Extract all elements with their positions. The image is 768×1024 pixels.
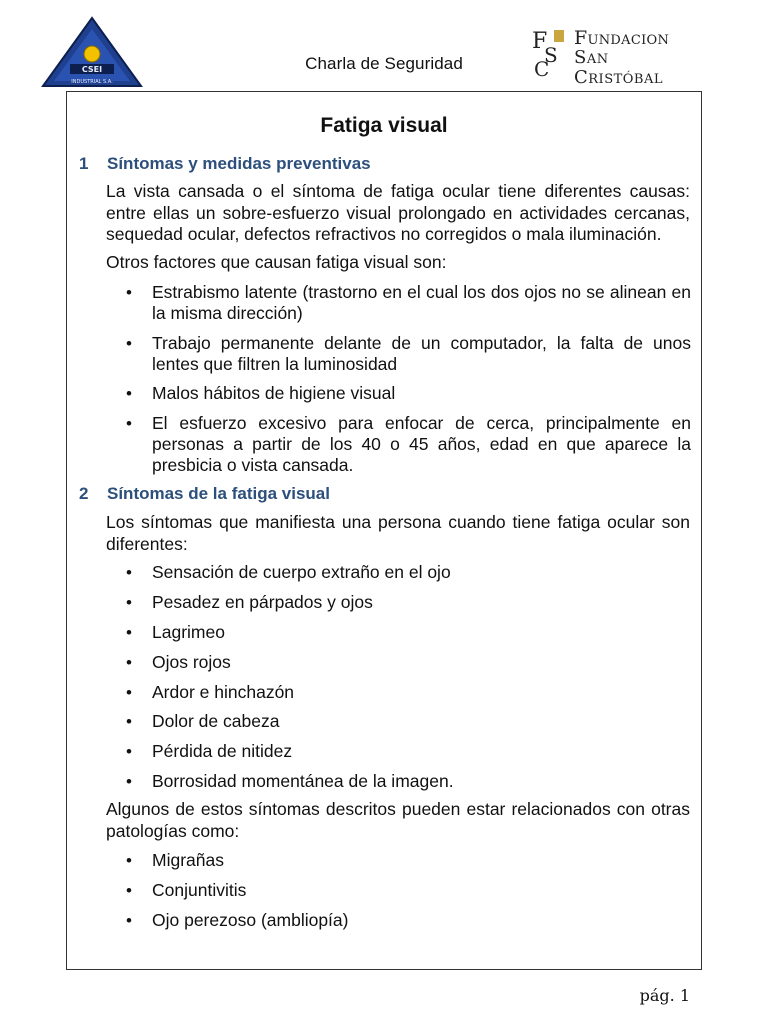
- svg-text:CSEI: CSEI: [81, 65, 103, 74]
- page-header: [0, 0, 768, 92]
- bullet-icon: •: [126, 593, 132, 612]
- svg-text:C: C: [534, 57, 550, 78]
- bullet-icon: •: [126, 623, 132, 642]
- list-item: • Estrabismo latente (trastorno en el cual los dos ojos no se alinean en la misma dirección): [126, 282, 691, 323]
- document-title: Fatiga visual: [320, 114, 448, 137]
- list-item: • Borrosidad momentánea de la imagen.: [126, 771, 454, 791]
- section-title: Síntomas de la fatiga visual: [107, 484, 330, 503]
- list-item: • Sensación de cuerpo extraño en el ojo: [126, 562, 451, 582]
- bullet-icon: •: [126, 772, 132, 791]
- foundation-name-line1: Fundacion: [574, 27, 670, 49]
- section-number: 2: [79, 484, 89, 503]
- bullet-icon: •: [126, 414, 132, 433]
- bullet-icon: •: [126, 384, 132, 403]
- bullet-icon: •: [126, 911, 132, 930]
- bullet-icon: •: [126, 851, 132, 870]
- bullet-icon: •: [126, 653, 132, 672]
- bullet-icon: •: [126, 563, 132, 582]
- section-heading-1: [79, 154, 371, 174]
- bullet-icon: •: [126, 283, 132, 302]
- bullet-icon: •: [126, 334, 132, 353]
- list-item: • Ojo perezoso (ambliopía): [126, 910, 349, 930]
- bullet-icon: •: [126, 683, 132, 702]
- section-1-intro: La vista cansada o el síntoma de fatiga ocular tiene diferentes causas: entre ellas un sobre-esfuerzo visual prolongado en actividades cercanas, sequedad ocular, defectos refractivos no corregidos o mala iluminación.: [106, 181, 690, 244]
- logo-caption: INDUSTRIAL S.A.: [71, 79, 113, 85]
- section-heading-2: [79, 484, 330, 504]
- bullet-icon: •: [126, 881, 132, 900]
- list-item: • Pérdida de nitidez: [126, 741, 293, 761]
- list-item: • Ojos rojos: [126, 652, 231, 672]
- list-item: • Pesadez en párpados y ojos: [126, 592, 373, 612]
- bullet-icon: •: [126, 742, 132, 761]
- company-logo: [40, 16, 144, 88]
- list-item: • Malos hábitos de higiene visual: [126, 383, 396, 403]
- section-2-outro: Algunos de estos síntomas descritos pueden estar relacionados con otras patologías como:: [106, 799, 690, 841]
- list-item: • Migrañas: [126, 850, 224, 870]
- page-number: pág. 1: [639, 986, 690, 1005]
- section-number: 1: [79, 154, 89, 173]
- header-title: Charla de Seguridad: [305, 54, 463, 73]
- section-1-lead: Otros factores que causan fatiga visual son:: [106, 252, 447, 272]
- document-frame: [66, 91, 702, 970]
- section-title: Síntomas y medidas preventivas: [107, 154, 371, 173]
- list-item: • Dolor de cabeza: [126, 711, 280, 731]
- list-item: • Conjuntivitis: [126, 880, 247, 900]
- fsc-monogram-icon: [530, 26, 570, 78]
- list-item: • El esfuerzo excesivo para enfocar de cerca, principalmente en personas a partir de los 40 o 45 años, edad en que aparece la presbicia o vista cansada.: [126, 413, 691, 475]
- svg-text:S: S: [544, 43, 558, 67]
- list-item: • Trabajo permanente delante de un computador, la falta de unos lentes que filtren la luminosidad: [126, 333, 691, 374]
- foundation-name-line2: San Cristóbal: [574, 47, 664, 88]
- svg-text:F: F: [532, 29, 548, 54]
- list-item: • Lagrimeo: [126, 622, 225, 642]
- section-2-intro: Los síntomas que manifiesta una persona cuando tiene fatiga ocular son diferentes:: [106, 512, 690, 554]
- foundation-logo: [530, 26, 702, 88]
- bullet-icon: •: [126, 712, 132, 731]
- list-item: • Ardor e hinchazón: [126, 682, 295, 702]
